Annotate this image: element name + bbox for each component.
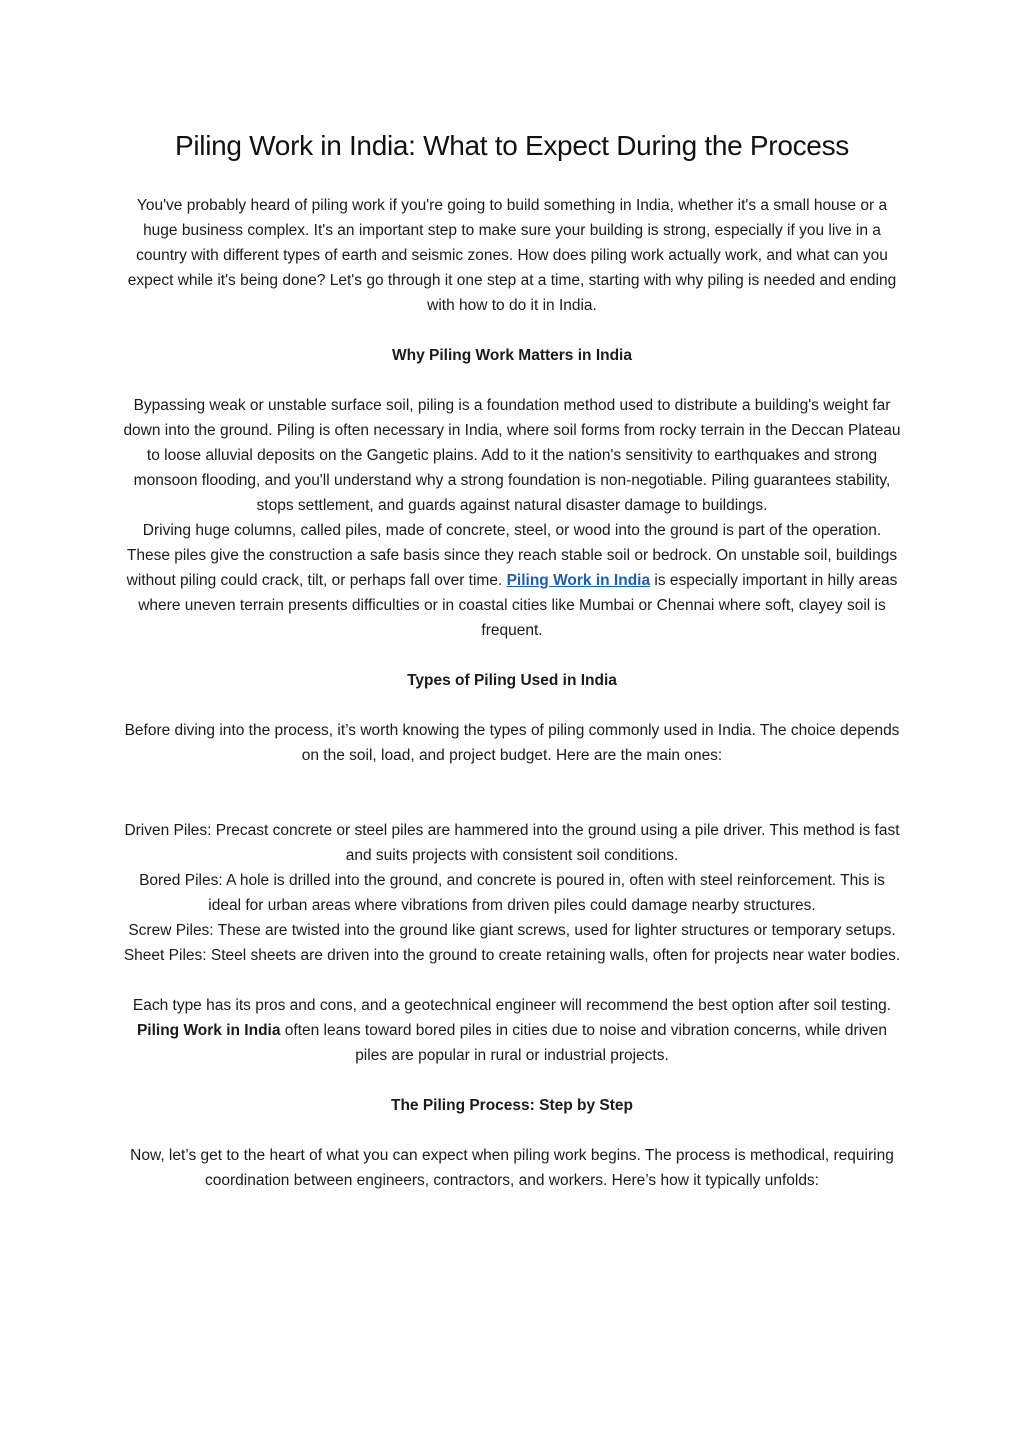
why-piling-text-before-link: Driving huge columns, called piles, made of concrete, steel, or wood into the ground is part of the operation. These piles give the construction a safe basis since they reach stable soil or bedrock. On unstable soil, buildings without piling could crack, tilt, or perhaps fall over time. xyxy=(126,522,898,589)
spacer xyxy=(122,968,902,993)
section-heading-process: The Piling Process: Step by Step xyxy=(390,1097,634,1114)
type-item-sheet-piles: Sheet Piles: Steel sheets are driven into the ground to create retaining walls, often for projects near water bodies. xyxy=(123,947,901,964)
spacer xyxy=(122,768,902,818)
intro-paragraph: You've probably heard of piling work if you're going to build something in India, whether it's a small house or a huge business complex. It's an important step to make sure your building is strong, especially if you live in a country with different types of earth and seismic zones. How does piling work actually work, and what can you expect while it's being done? Let's go through it one step at a time, starting with why piling is needed and ending with how to do it in India. xyxy=(127,197,897,314)
process-intro-paragraph: Now, let’s get to the heart of what you can expect when piling work begins. The process is methodical, requiring coordination between engineers, contractors, and workers. Here’s how it typically unfolds: xyxy=(130,1147,894,1189)
document-page xyxy=(122,126,902,1193)
types-summary-after: often leans toward bored piles in cities due to noise and vibration concerns, while driven piles are popular in rural or industrial projects. xyxy=(280,1022,888,1064)
section-heading-types: Types of Piling Used in India xyxy=(407,672,617,689)
why-piling-paragraph-2 xyxy=(122,518,902,643)
piling-work-in-india-bold: Piling Work in India xyxy=(136,1022,281,1039)
section-heading-why-piling: Why Piling Work Matters in India xyxy=(392,347,632,364)
type-item-screw-piles: Screw Piles: These are twisted into the ground like giant screws, used for lighter structures or temporary setups. xyxy=(128,922,896,939)
piling-work-in-india-link[interactable]: Piling Work in India xyxy=(506,572,651,589)
why-piling-text-after-link: is especially important in hilly areas where uneven terrain presents difficulties or in coastal cities like Mumbai or Chennai where soft, clayey soil is frequent. xyxy=(138,572,898,639)
types-intro-paragraph: Before diving into the process, it’s worth knowing the types of piling commonly used in India. The choice depends on the soil, load, and project budget. Here are the main ones: xyxy=(124,722,900,764)
types-summary-before: Each type has its pros and cons, and a geotechnical engineer will recommend the best option after soil testing. xyxy=(132,997,892,1014)
type-item-bored-piles: Bored Piles: A hole is drilled into the ground, and concrete is poured in, often with steel reinforcement. This is ideal for urban areas where vibrations from driven piles could damage nearby structures. xyxy=(139,872,885,914)
types-summary-paragraph xyxy=(122,993,902,1068)
why-piling-paragraph-1: Bypassing weak or unstable surface soil, piling is a foundation method used to distribute a building's weight far down into the ground. Piling is often necessary in India, where soil forms from rocky terrain in the Deccan Plateau to loose alluvial deposits on the Gangetic plains. Add to it the nation's sensitivity to earthquakes and strong monsoon flooding, and you'll understand why a strong foundation is non-negotiable. Piling guarantees stability, stops settlement, and guards against natural disaster damage to buildings. xyxy=(123,397,901,514)
type-item-driven-piles: Driven Piles: Precast concrete or steel piles are hammered into the ground using a pile driver. This method is fast and suits projects with consistent soil conditions. xyxy=(124,822,900,864)
document-title: Piling Work in India: What to Expect During the Process xyxy=(175,130,849,161)
